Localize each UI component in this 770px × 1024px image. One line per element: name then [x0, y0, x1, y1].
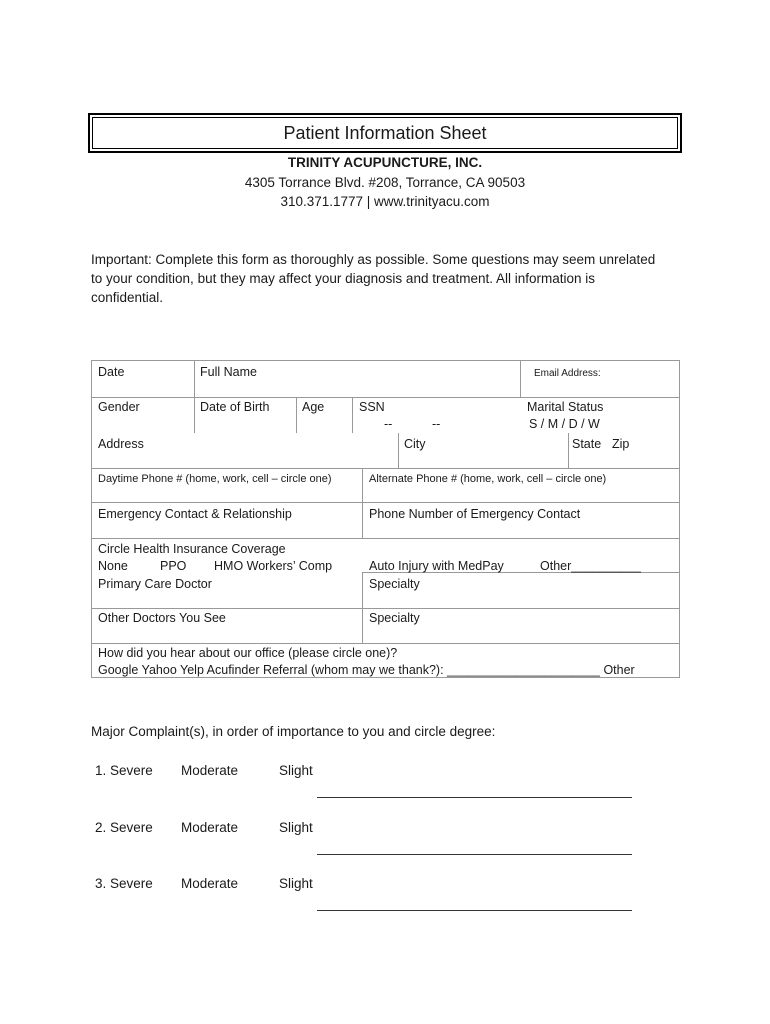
- intro-line-1: Important: Complete this form as thoroughly as possible. Some questions may seem unrelated: [91, 252, 656, 267]
- intro-line-2: to your condition, but they may affect your diagnosis and treatment. All information is: [91, 271, 596, 286]
- complaint-3-slight[interactable]: Slight: [279, 876, 313, 891]
- emergency-contact-label[interactable]: Emergency Contact & Relationship: [98, 507, 292, 521]
- complaint-3-severe[interactable]: 3. Severe: [95, 876, 153, 891]
- complaint-3-line[interactable]: [317, 910, 632, 911]
- clinic-contact: 310.371.1777 | www.trinityacu.com: [280, 194, 490, 209]
- complaint-2-line[interactable]: [317, 854, 632, 855]
- specialty-label-1[interactable]: Specialty: [369, 577, 420, 591]
- city-label[interactable]: City: [404, 437, 426, 451]
- complaint-2-moderate[interactable]: Moderate: [181, 820, 239, 835]
- intro-line-3: confidential.: [91, 290, 164, 305]
- insurance-ppo[interactable]: PPO: [160, 559, 187, 573]
- address-label[interactable]: Address: [98, 437, 144, 451]
- daytime-phone-label[interactable]: Daytime Phone # (home, work, cell – circle one): [98, 473, 332, 485]
- insurance-hmo-workers-comp[interactable]: HMO Workers’ Comp: [214, 559, 333, 573]
- alternate-phone-label[interactable]: Alternate Phone # (home, work, cell – circle one): [369, 473, 607, 485]
- title-box: [88, 113, 682, 153]
- complaint-1-line[interactable]: [317, 797, 632, 798]
- ssn-dash-1: --: [384, 417, 393, 431]
- complaints-heading: Major Complaint(s), in order of importance to you and circle degree:: [91, 724, 496, 739]
- primary-doctor-label[interactable]: Primary Care Doctor: [98, 577, 212, 591]
- email-label[interactable]: Email Address:: [534, 368, 601, 379]
- complaint-2-slight[interactable]: Slight: [279, 820, 313, 835]
- specialty-label-2[interactable]: Specialty: [369, 611, 420, 625]
- insurance-heading: Circle Health Insurance Coverage: [98, 542, 286, 556]
- date-label[interactable]: Date: [98, 365, 125, 379]
- marital-status-label[interactable]: Marital Status: [527, 400, 604, 414]
- other-doctors-label[interactable]: Other Doctors You See: [98, 611, 226, 625]
- insurance-auto-injury[interactable]: Auto Injury with MedPay: [369, 559, 504, 573]
- page-title: Patient Information Sheet: [92, 117, 678, 149]
- full-name-label[interactable]: Full Name: [200, 365, 257, 379]
- zip-label[interactable]: Zip: [612, 437, 630, 451]
- state-label[interactable]: State: [572, 437, 602, 451]
- ssn-label[interactable]: SSN: [359, 400, 385, 414]
- insurance-none[interactable]: None: [98, 559, 128, 573]
- dob-label[interactable]: Date of Birth: [200, 400, 270, 414]
- marital-status-options[interactable]: S / M / D / W: [529, 417, 600, 431]
- referral-options[interactable]: Google Yahoo Yelp Acufinder Referral (whom may we thank?): ______________________ Other: [98, 663, 635, 677]
- complaint-1-slight[interactable]: Slight: [279, 763, 313, 778]
- emergency-phone-label[interactable]: Phone Number of Emergency Contact: [369, 507, 581, 521]
- clinic-address: 4305 Torrance Blvd. #208, Torrance, CA 90503: [244, 175, 526, 190]
- complaint-1-moderate[interactable]: Moderate: [181, 763, 239, 778]
- gender-label[interactable]: Gender: [98, 400, 140, 414]
- complaint-1-severe[interactable]: 1. Severe: [95, 763, 153, 778]
- age-label[interactable]: Age: [302, 400, 325, 414]
- insurance-other[interactable]: Other__________: [540, 559, 641, 573]
- referral-question: How did you hear about our office (please circle one)?: [98, 646, 398, 660]
- complaint-2-severe[interactable]: 2. Severe: [95, 820, 153, 835]
- intro-text: [91, 250, 691, 307]
- patient-form-table: [91, 360, 680, 678]
- clinic-name: TRINITY ACUPUNCTURE, INC.: [287, 155, 483, 170]
- ssn-dash-2: --: [432, 417, 441, 431]
- complaint-3-moderate[interactable]: Moderate: [181, 876, 239, 891]
